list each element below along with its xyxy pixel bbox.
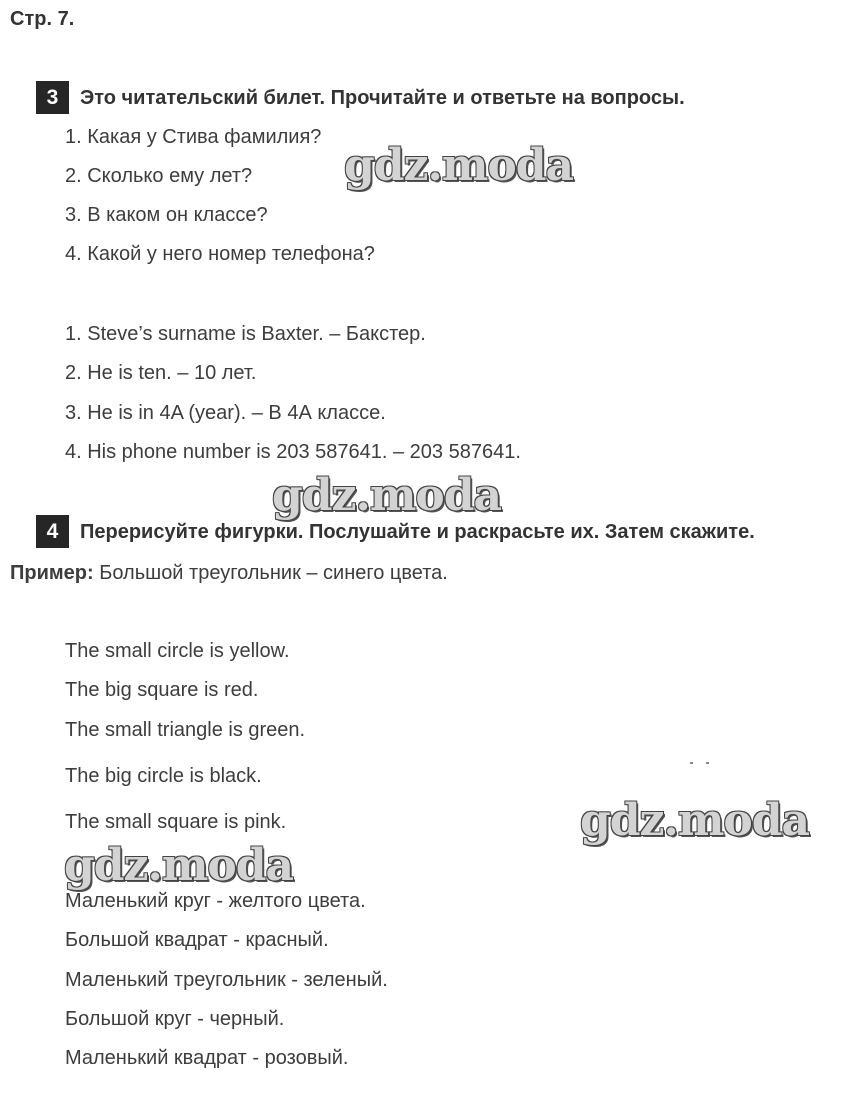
english-line-5: The small square is pink. — [65, 811, 287, 833]
exercise-3-title: Это читательский билет. Прочитайте и ответьте на вопросы. — [80, 87, 685, 109]
question-2: 2. Сколько ему лет? — [65, 165, 253, 187]
answer-2: 2. He is ten. – 10 лет. — [65, 362, 257, 384]
answer-3: 3. He is in 4A (year). – В 4А классе. — [65, 402, 386, 424]
exercise-4-badge: 4 — [36, 515, 69, 548]
exercise-4-title: Перерисуйте фигурки. Послушайте и раскрасьте их. Затем скажите. — [80, 521, 755, 543]
speck-mark — [690, 762, 693, 764]
english-line-4: The big circle is black. — [65, 765, 262, 787]
russian-line-3: Маленький треугольник - зеленый. — [65, 969, 388, 991]
watermark-4: gdz.moda — [64, 840, 294, 891]
russian-line-1: Маленький круг - желтого цвета. — [65, 890, 366, 912]
answer-4: 4. His phone number is 203 587641. – 203 587641. — [65, 441, 521, 463]
question-3: 3. В каком он классе? — [65, 204, 268, 226]
english-line-2: The big square is red. — [65, 679, 259, 701]
russian-line-2: Большой квадрат - красный. — [65, 929, 329, 951]
russian-line-4: Большой круг - черный. — [65, 1008, 285, 1030]
watermark-3: gdz.moda — [580, 795, 810, 846]
question-1: 1. Какая у Стива фамилия? — [65, 126, 322, 148]
watermark-1: gdz.moda — [344, 140, 574, 191]
speck-mark — [706, 762, 709, 764]
example-label: Пример: — [10, 562, 94, 584]
russian-line-5: Маленький квадрат - розовый. — [65, 1047, 349, 1069]
answer-1: 1. Steve’s surname is Baxter. – Бакстер. — [65, 323, 426, 345]
exercise-3-badge: 3 — [36, 81, 69, 114]
question-4: 4. Какой у него номер телефона? — [65, 243, 375, 265]
english-line-1: The small circle is yellow. — [65, 640, 290, 662]
example-text: Большой треугольник – синего цвета. — [93, 562, 448, 584]
watermark-2: gdz.moda — [272, 470, 502, 521]
english-line-3: The small triangle is green. — [65, 719, 306, 741]
example-line — [10, 562, 448, 585]
page-label: Стр. 7. — [10, 8, 75, 30]
